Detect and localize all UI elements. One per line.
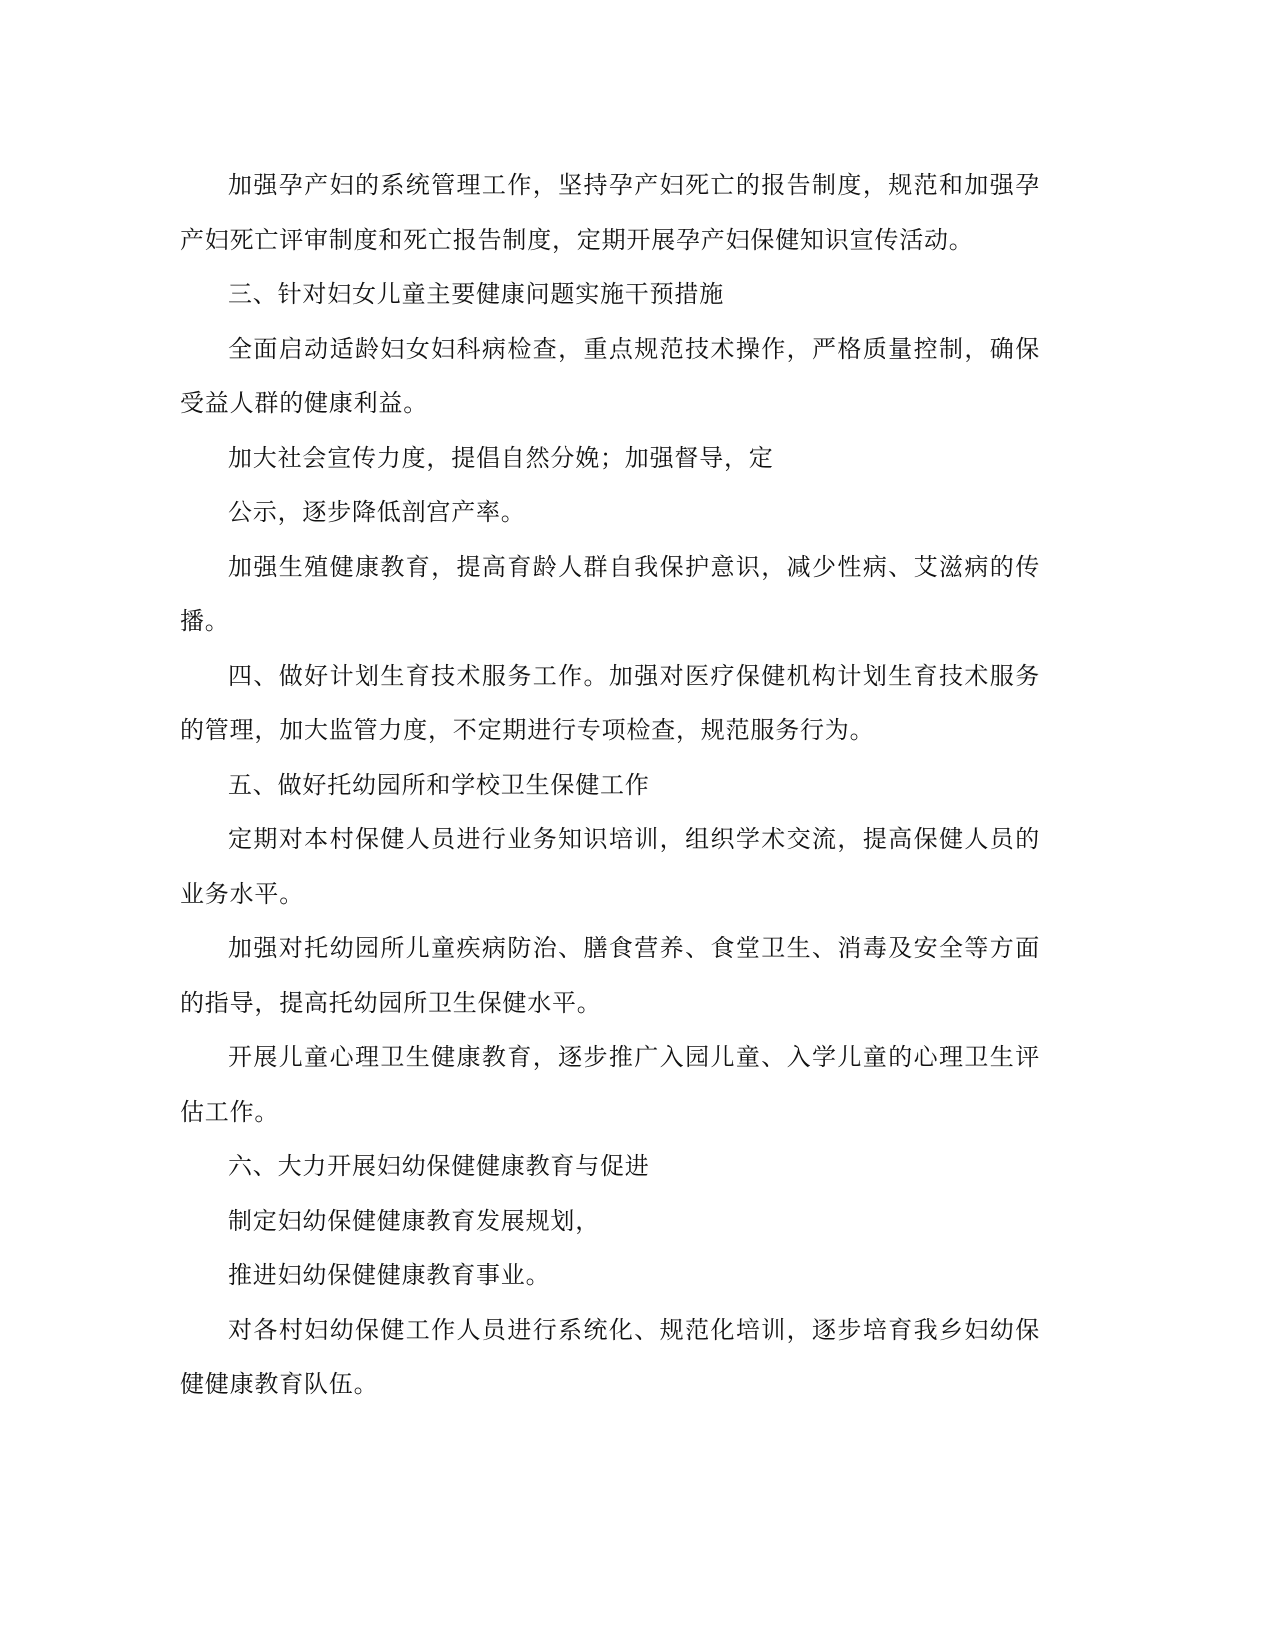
paragraph-maternal-management: 加强孕产妇的系统管理工作，坚持孕产妇死亡的报告制度，规范和加强孕产妇死亡评审制度和死亡报告制度，定期开展孕产妇保健知识宣传活动。 [180,171,1040,254]
paragraph-cesarean-rate: 公示，逐步降低剖宫产率。 [228,498,526,526]
section-heading-4: 四、做好计划生育技术服务工作。加强对医疗保健机构计划生育技术服务的管理，加大监管力度，不定期进行专项检查，规范服务行为。 [180,661,1040,744]
document-body [180,158,1040,1412]
paragraph-education-promotion: 推进妇幼保健健康教育事业。 [228,1261,551,1289]
paragraph-child-mental-health: 开展儿童心理卫生健康教育，逐步推广入园儿童、入学儿童的心理卫生评估工作。 [180,1043,1040,1126]
section-heading-3: 三、针对妇女儿童主要健康问题实施干预措施 [228,280,724,308]
paragraph-team-training: 对各村妇幼保健工作人员进行系统化、规范化培训，逐步培育我乡妇幼保健健康教育队伍。 [180,1315,1040,1398]
section-heading-5: 五、做好托幼园所和学校卫生保健工作 [228,770,650,799]
paragraph-gynecological-exam: 全面启动适龄妇女妇科病检查，重点规范技术操作，严格质量控制，确保受益人群的健康利益。 [180,334,1040,417]
paragraph-reproductive-health: 加强生殖健康教育，提高育龄人群自我保护意识，减少性病、艾滋病的传播。 [180,552,1040,635]
paragraph-kindergarten-guidance: 加强对托幼园所儿童疾病防治、膳食营养、食堂卫生、消毒及安全等方面的指导，提高托幼园所卫生保健水平。 [180,934,1040,1017]
section-heading-6: 六、大力开展妇幼保健健康教育与促进 [228,1152,650,1180]
paragraph-education-plan: 制定妇幼保健健康教育发展规划， [228,1206,600,1235]
paragraph-staff-training: 定期对本村保健人员进行业务知识培训，组织学术交流，提高保健人员的业务水平。 [180,825,1040,908]
paragraph-natural-delivery: 加大社会宣传力度，提倡自然分娩；加强督导，定 [228,443,774,472]
